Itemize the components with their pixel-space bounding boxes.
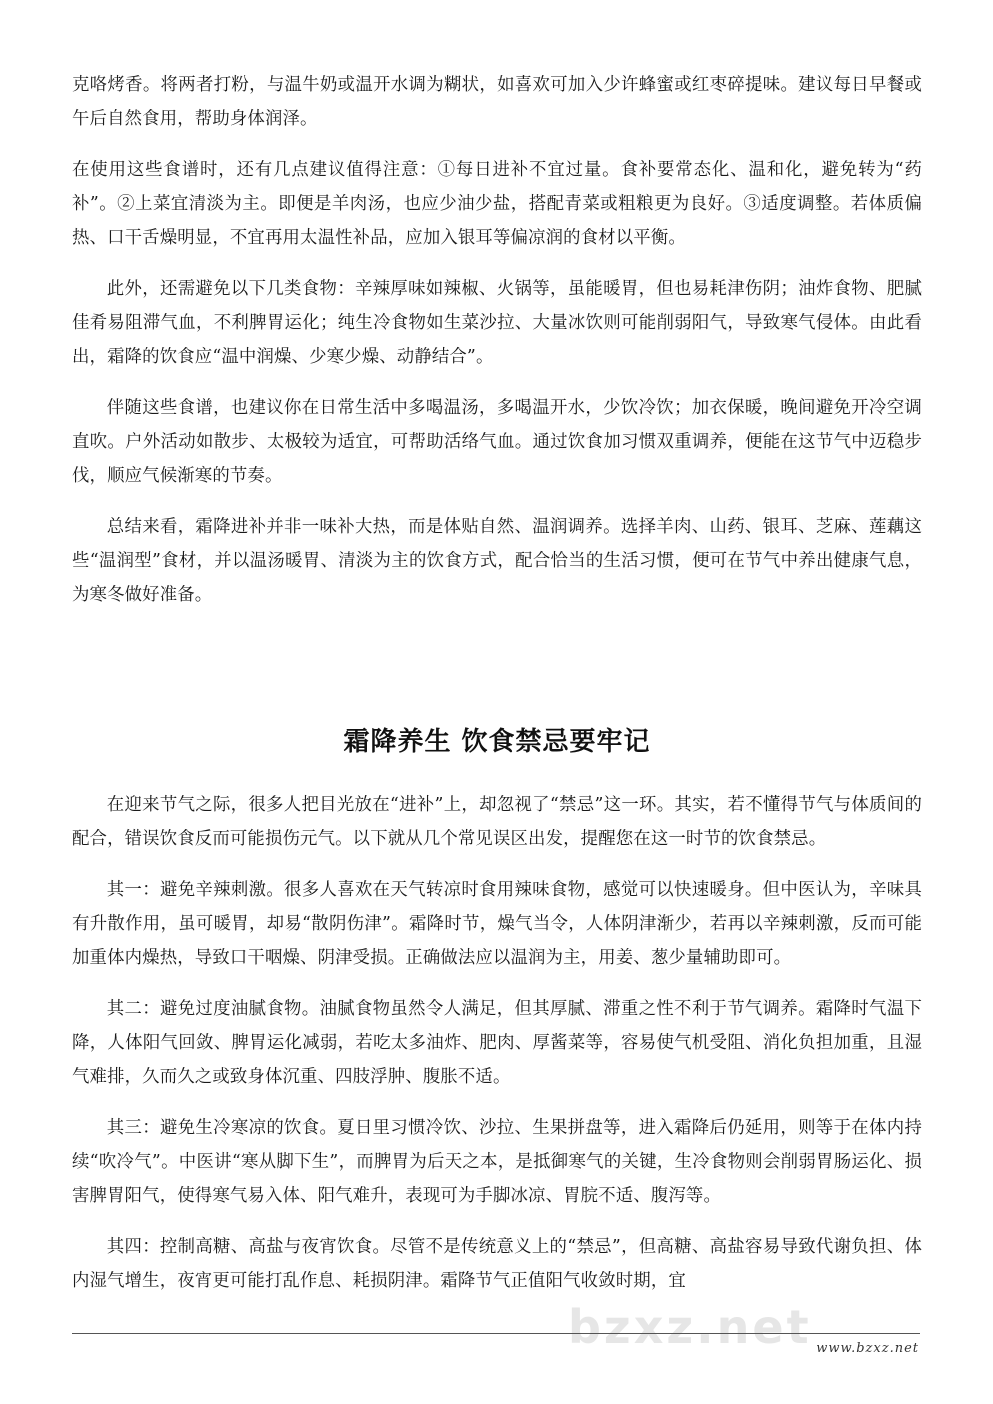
document-page <box>72 68 922 1315</box>
site-watermark: bzxz.net <box>568 1300 812 1354</box>
paragraph: 其一：避免辛辣刺激。很多人喜欢在天气转凉时食用辣味食物，感觉可以快速暖身。但中医认为，辛味具有升散作用，虽可暖胃，却易“散阴伤津”。霜降时节，燥气当令，人体阴津渐少，若再以辛辣刺激，反而可能加重体内燥热，导致口干咽燥、阴津受损。正确做法应以温润为主，用姜、葱少量辅助即可。 <box>72 880 922 968</box>
section-title: 霜降养生 饮食禁忌要牢记 <box>343 727 651 757</box>
footer-divider <box>72 1333 920 1334</box>
paragraph: 在迎来节气之际，很多人把目光放在“进补”上，却忽视了“禁忌”这一环。其实，若不懂得节气与体质间的配合，错误饮食反而可能损伤元气。以下就从几个常见误区出发，提醒您在这一时节的饮食禁忌。 <box>72 795 922 849</box>
paragraph: 伴随这些食谱，也建议你在日常生活中多喝温汤，多喝温开水，少饮冷饮；加衣保暖，晚间避免开冷空调直吹。户外活动如散步、太极较为适宜，可帮助活络气血。通过饮食加习惯双重调养，便能在这节气中迈稳步伐，顺应气候渐寒的节奏。 <box>72 398 922 486</box>
paragraph: 其四：控制高糖、高盐与夜宵饮食。尽管不是传统意义上的“禁忌”，但高糖、高盐容易导致代谢负担、体内湿气增生，夜宵更可能打乱作息、耗损阴津。霜降节气正值阳气收敛时期，宜 <box>72 1237 922 1291</box>
paragraph: 此外，还需避免以下几类食物：辛辣厚味如辣椒、火锅等，虽能暖胃，但也易耗津伤阴；油炸食物、肥腻佳肴易阻滞气血，不利脾胃运化；纯生冷食物如生菜沙拉、大量冰饮则可能削弱阳气，导致寒气侵体。由此看出，霜降的饮食应“温中润燥、少寒少燥、动静结合”。 <box>72 279 922 367</box>
paragraph: 克咯烤香。将两者打粉，与温牛奶或温开水调为糊状，如喜欢可加入少许蜂蜜或红枣碎提味。建议每日早餐或午后自然食用，帮助身体润泽。 <box>72 75 922 129</box>
paragraph: 其三：避免生冷寒凉的饮食。夏日里习惯冷饮、沙拉、生果拼盘等，进入霜降后仍延用，则等于在体内持续“吹冷气”。中医讲“寒从脚下生”，而脾胃为后天之本，是抵御寒气的关键，生冷食物则会削弱胃肠运化、损害脾胃阳气，使得寒气易入体、阳气难升，表现可为手脚冰凉、胃脘不适、腹泻等。 <box>72 1118 922 1206</box>
paragraph: 在使用这些食谱时，还有几点建议值得注意：①每日进补不宜过量。食补要常态化、温和化，避免转为“药补”。②上菜宜清淡为主。即便是羊肉汤，也应少油少盐，搭配青菜或粗粮更为良好。③适度调整。若体质偏热、口干舌燥明显，不宜再用太温性补品，应加入银耳等偏凉润的食材以平衡。 <box>72 160 922 248</box>
paragraph: 其二：避免过度油腻食物。油腻食物虽然令人满足，但其厚腻、滞重之性不利于节气调养。霜降时气温下降，人体阳气回敛、脾胃运化减弱，若吃太多油炸、肥肉、厚酱菜等，容易使气机受阻、消化负担加重，且湿气难排，久而久之或致身体沉重、四肢浮肿、腹胀不适。 <box>72 999 922 1087</box>
paragraph: 总结来看，霜降进补并非一味补大热，而是体贴自然、温润调养。选择羊肉、山药、银耳、芝麻、莲藕这些“温润型”食材，并以温汤暖胃、清淡为主的饮食方式，配合恰当的生活习惯，便可在节气中养出健康气息，为寒冬做好准备。 <box>72 517 922 605</box>
section-spacer <box>72 629 922 722</box>
footer-url: www.bzxz.net <box>816 1341 919 1356</box>
